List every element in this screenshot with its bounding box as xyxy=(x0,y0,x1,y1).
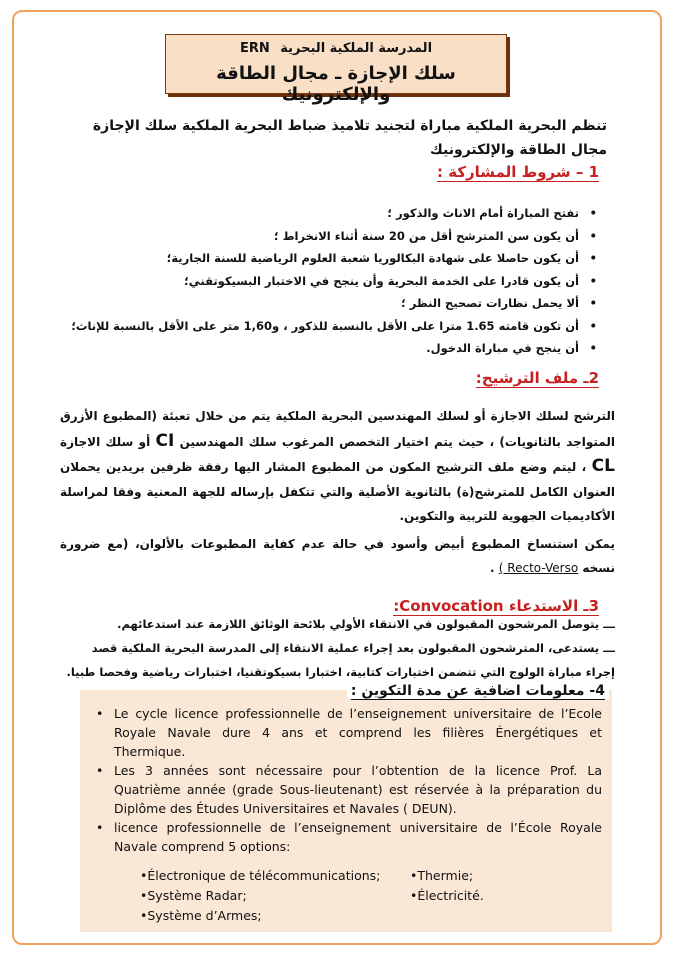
bullet-icon: • xyxy=(589,318,597,333)
copy-text-end: . xyxy=(490,561,495,575)
convocation-block xyxy=(60,612,615,684)
list-item xyxy=(127,225,597,248)
bullet-icon: • xyxy=(589,296,597,310)
list-item xyxy=(127,270,597,293)
bullet-icon: • xyxy=(589,251,597,265)
section1-title-text: 1 – شروط المشاركة : xyxy=(437,163,599,181)
option-item: •Système d’Armes; xyxy=(140,908,262,923)
list-item-text: ألا يحمل نظارات تصحيح النظر ؛ xyxy=(401,296,579,310)
application-text-a: الترشح لسلك الاجازة أو لسلك المهندسين البحرية الملكية يتم من خلال تعبئة (المطبوع الأزرق المتواجد بالثانويات) ، حيث يتم اختيار التخصص المرغوب سلك المهندسين xyxy=(60,409,615,449)
list-item xyxy=(127,247,597,270)
bullet-icon: • xyxy=(589,341,597,355)
list-item-text: licence professionnelle de l’enseignement universitaire de l’École Royale Navale comprend 5 options: xyxy=(114,820,602,854)
section1-title xyxy=(437,163,599,181)
convocation-line-3: إجراء مباراة الولوج التي تتضمن اختبارات كتابية، اختبارا بسيكوتقنيا، اختبارات رياضية وفحصا طبيا. xyxy=(66,665,615,679)
bullet-icon: • xyxy=(589,206,597,220)
copy-paragraph xyxy=(60,532,615,580)
application-text-b: أو سلك الاجازة xyxy=(60,434,151,449)
intro-paragraph: تنظم البحرية الملكية مباراة لتجنيد تلاميذ ضباط البحرية الملكية سلك الإجازة مجال الطاقة والإلكترونيك xyxy=(92,118,607,158)
list-item xyxy=(127,202,597,225)
list-item-text: أن يكون سن المترشح أقل من 20 سنة أثناء الانخراط ؛ xyxy=(273,228,579,243)
option-text: Système Radar; xyxy=(147,888,247,903)
option-text: Électronique de télécommunications; xyxy=(147,868,381,883)
ci-label: CI xyxy=(155,430,175,451)
bullet-icon: • xyxy=(96,706,104,721)
section4-title-text: 4- معلومات اضافية عن مدة التكوين : xyxy=(350,683,605,699)
list-item xyxy=(127,337,597,360)
list-item-text: أن يكون حاصلا على شهادة البكالوريا شعبة العلوم الرياضية للسنة الجارية؛ xyxy=(166,251,579,265)
list-item-text: أن تكون قامته 1.65 مترا على الأقل بالنسبة للذكور ، و1,60 متر على الأقل بالنسبة للإناث؛ xyxy=(71,318,579,333)
list-item-text: تفتح المباراة أمام الاناث والذكور ؛ xyxy=(387,206,579,220)
bullet-icon: • xyxy=(96,763,104,778)
application-paragraph xyxy=(60,404,615,529)
copy-text: يمكن استنساخ المطبوع أبيض وأسود في حالة عدم كفاية المطبوعات بالألوان، (مع ضرورة نسخه xyxy=(60,537,615,575)
option-item: •Électricité. xyxy=(410,888,484,903)
list-item xyxy=(127,292,597,315)
school-code: ERN xyxy=(239,41,270,56)
section3-title-text: 3ـ الاستدعاء Convocation: xyxy=(393,597,599,615)
bullet-icon: • xyxy=(589,273,597,288)
option-item: •Thermie; xyxy=(410,868,474,883)
cl-label: CL xyxy=(591,456,615,476)
option-text: Système d’Armes; xyxy=(147,908,262,923)
list-item-text: أن يكون قادرا على الخدمة البحرية وأن ينجح في الاختبار البسيكوتقني؛ xyxy=(184,273,579,288)
section4-title xyxy=(347,683,609,699)
option-text: Thermie; xyxy=(417,868,474,883)
convocation-line-2: ـــ يستدعى، المترشحون المقبولون بعد إجراء عملية الانتقاء إلى المدرسة البحرية الملكية قصد xyxy=(91,641,615,655)
option-item: •Système Radar; xyxy=(140,888,247,903)
list-item xyxy=(90,818,602,856)
list-item-text: أن ينجح في مباراة الدخول. xyxy=(426,341,579,355)
section2-title-text: 2ـ ملف الترشيح: xyxy=(475,369,599,387)
bullet-icon: • xyxy=(589,228,597,243)
application-text-c: ، ليتم وضع ملف الترشيح المكون من المطبوع المشار اليها رفقة ظرفين بريدين يحملان العنوان الكامل للمترشح(ة) بالثانوية الأصلية والتي تتكفل بإرساله للجهة المعنية وفقا لمراسلة الأكاديميات الجهوية للتربية والتكوين. xyxy=(60,460,615,523)
school-name: المدرسة الملكية البحرية xyxy=(280,41,433,56)
list-item-text: Le cycle licence professionnelle de l’enseignement universitaire de l’Ecole Royale Navale dure 4 ans et comprend les filières Énergétiques et Thermique. xyxy=(114,706,602,759)
list-item xyxy=(90,761,602,818)
list-item xyxy=(71,315,597,338)
section2-title xyxy=(476,369,599,387)
info-list xyxy=(90,704,602,856)
conditions-list xyxy=(71,202,597,360)
convocation-line-1: ـــ يتوصل المرشحون المقبولون في الانتقاء الأولي بلائحة الوثائق اللازمة عند استدعائهم. xyxy=(117,617,615,631)
list-item-text: Les 3 années sont nécessaire pour l’obtention de la licence Prof. La Quatrième année (grade Sous-lieutenant) est réservée à la préparation du Diplôme des Études Universitaires et Navales ( DEUN). xyxy=(114,763,602,816)
option-text: Électricité. xyxy=(417,888,484,903)
recto-verso-link: ( Recto-Verso xyxy=(498,561,579,575)
option-item: •Électronique de télécommunications; xyxy=(140,868,381,883)
school-name-line xyxy=(166,41,506,56)
bullet-icon: • xyxy=(96,820,104,835)
header-box xyxy=(165,34,507,105)
program-title: سلك الإجازة ـ مجال الطاقة والإلكترونيك xyxy=(216,63,456,105)
list-item xyxy=(90,704,602,761)
